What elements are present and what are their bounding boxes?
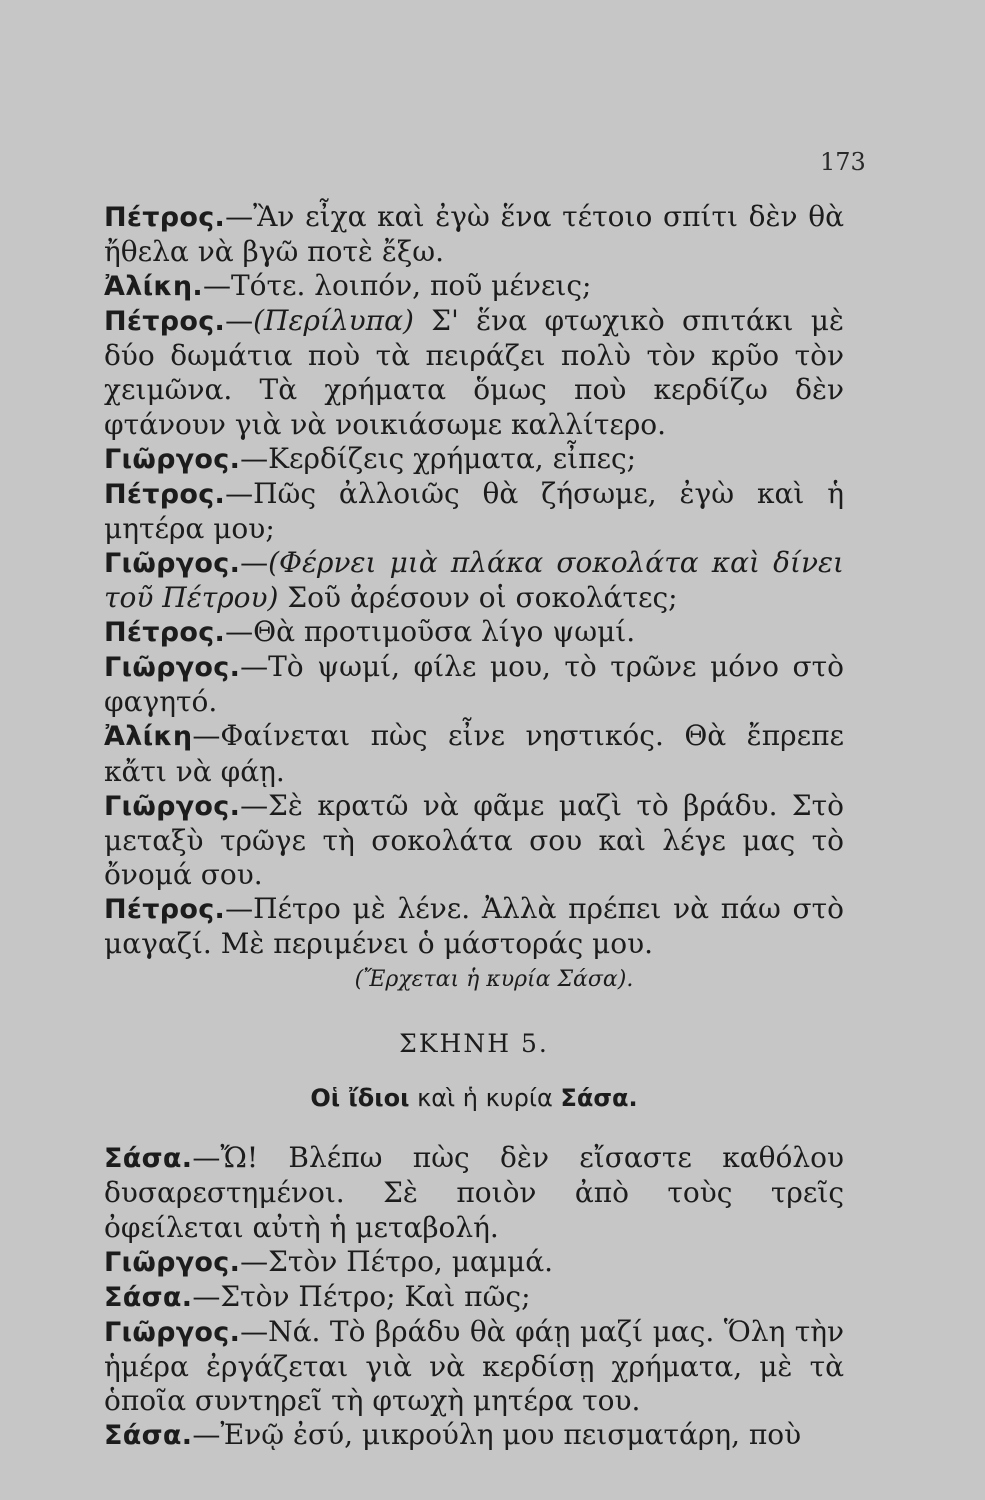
dialogue-text: —Φαίνεται πὼς εἶνε νηστικός. Θὰ ἔπρεπε κἄτι νὰ φάῃ.	[104, 719, 844, 788]
dialogue-text: —Πέτρο μὲ λένε. Ἀλλὰ πρέπει νὰ πάω στὸ μαγαζί. Μὲ περιμένει ὁ μάστοράς μου.	[104, 891, 844, 960]
dialogue-line	[104, 1280, 844, 1315]
speaker-name: Σάσα.	[104, 1420, 193, 1452]
dialogue-line	[104, 719, 844, 788]
scene-cast-first: Οἱ ἴδιοι	[310, 1084, 410, 1113]
dialogue-text: —Στὸν Πέτρο; Καὶ πῶς;	[192, 1279, 531, 1313]
speaker-name: Γιῶργος.	[104, 652, 241, 684]
stage-note: (Φέρνει μιὰ πλάκα σοκολάτα καὶ δίνει τοῦ Πέτρου)	[104, 545, 844, 615]
speaker-name: Ἀλίκη	[104, 721, 193, 753]
dialogue-line	[104, 269, 844, 304]
speaker-name: Σάσα.	[104, 1281, 193, 1313]
dialogue-text: —Νά. Τὸ βράδυ θὰ φάῃ μαζί μας. Ὅλη τὴν ἡμέρα ἐργάζεται γιὰ νὰ κερδίσῃ χρήματα, μὲ τὰ ὁποῖα συντηρεῖ τὴ φτωχὴ μητέρα του.	[104, 1314, 844, 1417]
speaker-name: Πέτρος.	[104, 617, 226, 649]
dialogue-text: —Ἐνῷ ἐσύ, μικρούλη μου πεισματάρη, ποὺ	[192, 1418, 802, 1452]
dialogue-line	[104, 615, 844, 650]
dialogue-text: —Ἂν εἶχα καὶ ἐγὼ ἕνα τέτοιο σπίτι δὲν θὰ ἤθελα νὰ βγῶ ποτὲ ἔξω.	[104, 200, 844, 269]
dialogue-text: —Τότε. λοιπόν, ποῦ μένεις;	[202, 269, 592, 303]
scene-cast	[104, 1081, 844, 1115]
dialogue-text: Σοῦ ἀρέσουν οἱ σοκολάτες;	[278, 581, 678, 615]
speaker-name: Ἀλίκη.	[104, 271, 203, 303]
dialogue-line	[104, 1315, 844, 1418]
scene-title: ΣΚΗΝΗ 5.	[399, 1029, 549, 1059]
stage-direction: (Ἔρχεται ἡ κυρία Σάσα).	[354, 967, 634, 993]
dialogue-line	[104, 1141, 844, 1244]
scene-cast-last: Σάσα.	[560, 1084, 638, 1113]
dialogue-text: Σ' ἕνα φτωχικὸ σπιτάκι μὲ δύο δωμάτια ποὺ τὰ πειράζει πολὺ τὸν κρῦο τὸν χειμῶνα. Τὰ χρήματα ὅμως ποὺ κερδίζω δὲν φτάνουν γιὰ νὰ νοικιάσωμε καλλίτερο.	[104, 304, 844, 441]
stage-note: (Περίλυπα)	[253, 304, 414, 338]
dialogue-line	[104, 546, 844, 615]
dialogue-line	[104, 892, 844, 961]
dialogue-line	[104, 650, 844, 719]
dialogue-text: —Τὸ ψωμί, φίλε μου, τὸ τρῶνε μόνο στὸ φαγητό.	[104, 650, 844, 719]
page-body	[104, 200, 844, 1453]
page-number: 173	[820, 148, 866, 176]
dialogue-line	[104, 1245, 844, 1280]
dialogue-line	[104, 304, 844, 441]
speaker-name: Πέτρος.	[104, 306, 226, 338]
dialogue-text: —Σὲ κρατῶ νὰ φᾶμε μαζὶ τὸ βράδυ. Στὸ μεταξὺ τρῶγε τὴ σοκολάτα σου καὶ λέγε μας τὸ ὄνομά σου.	[104, 788, 844, 891]
speaker-name: Γιῶργος.	[104, 1246, 241, 1278]
dialogue-line	[104, 789, 844, 892]
dialogue-line	[104, 1418, 844, 1453]
scene-cast-middle: καὶ ἡ κυρία	[409, 1084, 561, 1113]
speaker-name: Γιῶργος.	[104, 547, 241, 579]
speaker-name: Γιῶργος.	[104, 443, 241, 475]
dialogue-line	[104, 200, 844, 269]
dialogue-text: —Ὤ! Βλέπω πὼς δὲν εἴσαστε καθόλου δυσαρεστημένοι. Σὲ ποιὸν ἀπὸ τοὺς τρεῖς ὀφείλεται αὐτὴ ἡ μεταβολή.	[104, 1141, 844, 1244]
dash: —	[225, 304, 254, 338]
speaker-name: Πέτρος.	[104, 202, 226, 233]
dialogue-text: —Θὰ προτιμοῦσα λίγο ψωμί.	[225, 615, 636, 649]
dialogue-line	[104, 477, 844, 546]
speaker-name: Πέτρος.	[104, 893, 226, 925]
dialogue-line	[104, 442, 844, 477]
dialogue-text: —Στὸν Πέτρο, μαμμά.	[240, 1244, 554, 1278]
speaker-name: Γιῶργος.	[104, 1316, 241, 1348]
speaker-name: Πέτρος.	[104, 478, 226, 510]
dash: —	[240, 545, 269, 579]
dialogue-text: —Κερδίζεις χρήματα, εἶπες;	[240, 441, 637, 475]
speaker-name: Γιῶργος.	[104, 790, 241, 822]
speaker-name: Σάσα.	[104, 1143, 193, 1175]
dialogue-text: —Πῶς ἀλλοιῶς θὰ ζήσωμε, ἐγὼ καὶ ἡ μητέρα μου;	[104, 476, 844, 545]
